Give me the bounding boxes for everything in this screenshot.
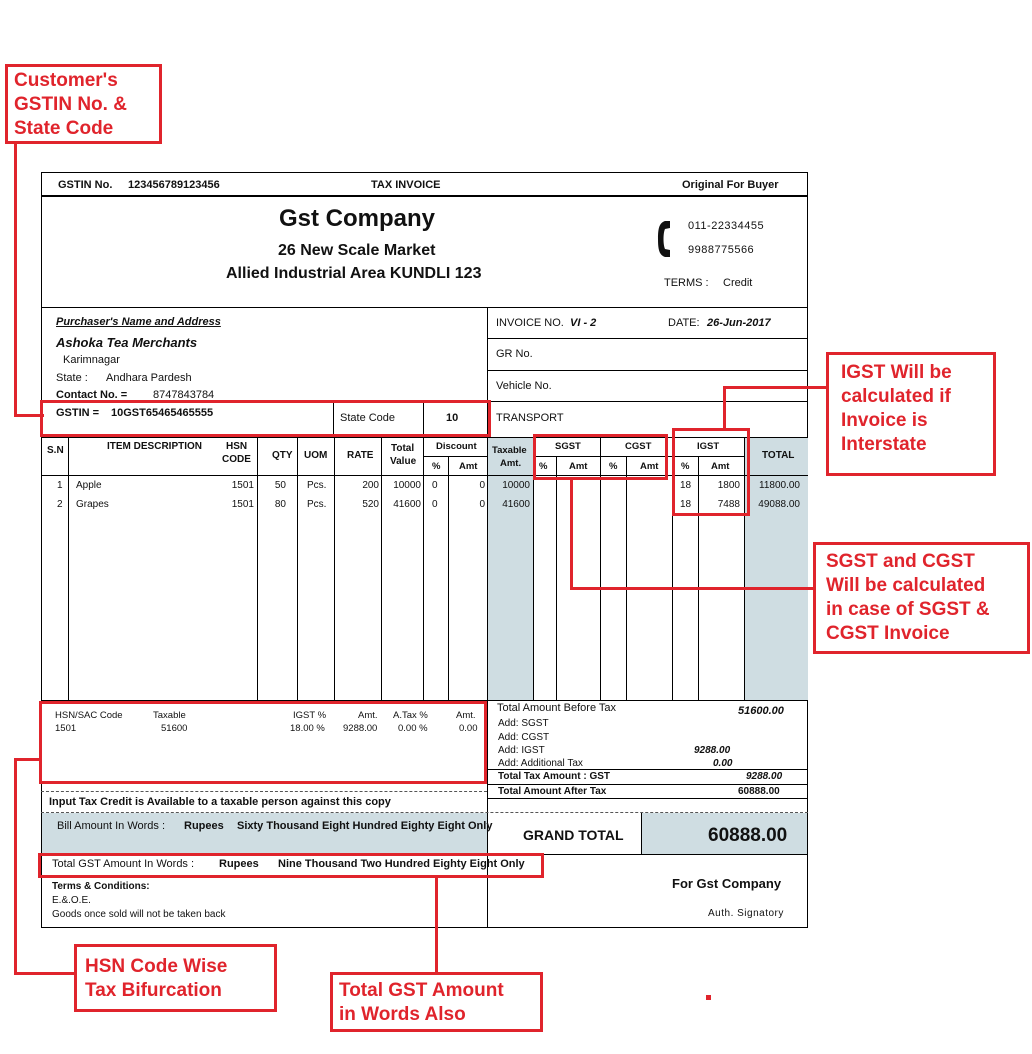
add-cgst: Add: CGST <box>498 732 550 743</box>
vehicle-no-label: Vehicle No. <box>496 380 552 392</box>
invoice-no-label: INVOICE NO. <box>496 317 564 329</box>
highlight-hsn <box>39 701 487 784</box>
col-item-description: ITEM DESCRIPTION <box>107 441 203 452</box>
callout-text: IGST Will be <box>841 362 952 383</box>
col-value: Value <box>390 456 417 467</box>
col-taxable: Taxable <box>492 445 527 456</box>
terms-value: Credit <box>723 277 753 289</box>
leader-line <box>14 758 17 975</box>
gst-words-value: Nine Thousand Two Hundred Eighty Eight Only <box>278 858 525 870</box>
buyer-gstin-label: GSTIN = <box>56 407 100 419</box>
callout-hsn <box>74 944 277 1012</box>
row-value: 41600 <box>393 499 421 510</box>
row-rate: 200 <box>362 480 379 491</box>
bill-words-rupees: Rupees <box>184 820 224 832</box>
hsn-amt: 9288.00 <box>343 723 378 734</box>
highlight-buyer-gstin <box>40 400 491 437</box>
before-tax-value: 51600.00 <box>738 705 784 717</box>
col-uom: UOM <box>304 450 328 461</box>
row-taxable: 41600 <box>502 499 530 510</box>
total-tax-label: Total Tax Amount : GST <box>498 771 611 782</box>
hsn-header-taxable: Taxable <box>153 710 186 721</box>
date-value: 26-Jun-2017 <box>707 317 771 329</box>
contact-value: 8747843784 <box>153 389 215 401</box>
state-code-value: 10 <box>446 412 459 424</box>
row-uom: Pcs. <box>307 480 327 491</box>
col-hsn: HSN <box>226 441 248 452</box>
row-igst-pct: 18 <box>680 480 692 491</box>
signatory: Auth. Signatory <box>708 908 784 919</box>
itc-note: Input Tax Credit is Available to a taxable person against this copy <box>49 796 391 808</box>
terms-title: Terms & Conditions: <box>52 881 150 892</box>
gst-words-label: Total GST Amount In Words : <box>52 858 195 870</box>
callout-text: HSN Code Wise <box>85 956 228 977</box>
callout-sgst-cgst <box>813 542 1030 654</box>
callout-text: GSTIN No. & <box>14 94 127 115</box>
leader-line <box>14 144 17 416</box>
transport-label: TRANSPORT <box>496 412 564 424</box>
callout-text: in case of SGST & <box>826 599 990 620</box>
col-sgst: SGST <box>555 441 581 452</box>
company-name: Gst Company <box>279 205 436 232</box>
col-sgst-amt: Amt <box>569 461 588 472</box>
row-sn: 2 <box>57 499 63 510</box>
additional-value: 0.00 <box>713 758 733 769</box>
row-igst-amt: 7488 <box>717 499 740 510</box>
col-disc-amt: Amt <box>459 461 478 472</box>
add-igst: Add: IGST <box>498 745 545 756</box>
row-total: 11800.00 <box>759 480 800 491</box>
after-tax-label: Total Amount After Tax <box>498 786 607 797</box>
leader-line <box>570 587 816 590</box>
gstin-value: 123456789123456 <box>128 179 220 191</box>
row-description: Grapes <box>76 499 109 510</box>
col-disc-pct: % <box>432 461 441 472</box>
grand-total-label: GRAND TOTAL <box>523 827 624 843</box>
add-additional: Add: Additional Tax <box>498 758 583 769</box>
company-address-2: Allied Industrial Area KUNDLI 123 <box>226 265 482 282</box>
gr-no-label: GR No. <box>496 348 533 360</box>
col-cgst: CGST <box>625 441 652 452</box>
purchaser-state-label: State : <box>56 372 88 384</box>
divider <box>41 307 808 308</box>
divider <box>487 338 808 339</box>
callout-text: State Code <box>14 118 114 139</box>
bill-words-label: Bill Amount In Words : <box>57 820 166 832</box>
hsn-header-atax: A.Tax % <box>393 710 428 721</box>
company-address-1: 26 New Scale Market <box>278 242 436 259</box>
terms-line-2: Goods once sold will not be taken back <box>52 909 226 920</box>
callout-text: Invoice is <box>841 410 928 431</box>
hsn-amt-2: 0.00 <box>459 723 478 734</box>
callout-text: Tax Bifurcation <box>85 980 222 1001</box>
purchaser-city: Karimnagar <box>63 354 120 366</box>
leader-line <box>723 386 828 389</box>
col-sn: S.N <box>47 445 64 456</box>
col-cgst-pct: % <box>609 461 618 472</box>
hsn-header-amt-2: Amt. <box>456 710 476 721</box>
col-code: CODE <box>222 454 251 465</box>
purchaser-title: Purchaser's Name and Address <box>56 316 221 328</box>
shade-total <box>744 437 808 700</box>
date-label: DATE: <box>668 317 700 329</box>
col-grand-total: TOTAL <box>762 450 795 461</box>
invoice-no-value: VI - 2 <box>570 317 597 329</box>
for-company: For Gst Company <box>672 876 782 891</box>
col-cgst-amt: Amt <box>640 461 659 472</box>
callout-customer-gstin <box>5 64 162 144</box>
col-igst-amt: Amt <box>711 461 730 472</box>
row-uom: Pcs. <box>307 499 327 510</box>
terms-label: TERMS : <box>664 277 709 289</box>
row-igst-pct: 18 <box>680 499 692 510</box>
divider <box>41 791 487 792</box>
row-taxable: 10000 <box>502 480 530 491</box>
hsn-header-code: HSN/SAC Code <box>55 710 123 721</box>
purchaser-name: Ashoka Tea Merchants <box>56 335 198 350</box>
col-qty: QTY <box>272 450 293 461</box>
bill-words-value: Sixty Thousand Eight Hundred Eighty Eight Only <box>237 820 493 832</box>
col-sgst-pct: % <box>539 461 548 472</box>
callout-text: SGST and CGST <box>826 551 975 572</box>
callout-text: calculated if <box>841 386 951 407</box>
row-igst-amt: 1800 <box>717 480 740 491</box>
grand-total-value: 60888.00 <box>708 825 788 846</box>
add-sgst: Add: SGST <box>498 718 549 729</box>
phone-2: 9988775566 <box>688 244 755 256</box>
hsn-atax: 0.00 % <box>398 723 428 734</box>
row-disc-pct: 0 <box>432 480 438 491</box>
divider <box>41 195 808 197</box>
divider <box>423 456 488 457</box>
row-disc-pct: 0 <box>432 499 438 510</box>
row-hsn: 1501 <box>231 480 254 491</box>
gst-words-rupees: Rupees <box>219 858 259 870</box>
row-qty: 80 <box>274 499 286 510</box>
hsn-header-amt: Amt. <box>358 710 378 721</box>
callout-igst <box>826 352 996 476</box>
shade-taxable <box>488 437 533 700</box>
row-sn: 1 <box>57 480 63 491</box>
leader-line <box>435 877 438 974</box>
contact-label: Contact No. = <box>56 389 128 401</box>
leader-line <box>723 387 726 429</box>
row-total: 49088.00 <box>758 499 800 510</box>
col-total: Total <box>391 443 415 454</box>
purchaser-state: Andhara Pardesh <box>106 372 192 384</box>
hsn-igst-pct: 18.00 % <box>290 723 325 734</box>
callout-text: Will be calculated <box>826 575 986 596</box>
buyer-gstin-value: 10GST65465465555 <box>111 407 214 419</box>
row-disc-amt: 0 <box>479 480 485 491</box>
highlight-sgst-cgst <box>533 434 668 480</box>
state-code-label: State Code <box>340 412 396 424</box>
phone-icon <box>656 219 674 259</box>
leader-line <box>14 972 76 975</box>
red-dot <box>706 995 711 1000</box>
total-tax-value: 9288.00 <box>746 771 783 782</box>
row-value: 10000 <box>393 480 421 491</box>
col-igst: IGST <box>697 441 720 452</box>
callout-text: in Words Also <box>339 1004 466 1025</box>
divider <box>487 370 808 371</box>
row-description: Apple <box>76 480 102 491</box>
highlight-gst-words <box>38 853 544 878</box>
row-qty: 50 <box>274 480 286 491</box>
col-igst-pct: % <box>681 461 690 472</box>
leader-line <box>570 479 573 590</box>
hsn-header-igst-pct: IGST % <box>293 710 327 721</box>
after-tax-value: 60888.00 <box>738 786 780 797</box>
callout-text: CGST Invoice <box>826 623 950 644</box>
igst-total-value: 9288.00 <box>694 745 731 756</box>
row-hsn: 1501 <box>231 499 254 510</box>
copy-label: Original For Buyer <box>682 179 779 191</box>
col-discount: Discount <box>436 441 477 452</box>
gstin-label: GSTIN No. <box>58 179 113 191</box>
before-tax-label: Total Amount Before Tax <box>497 702 617 714</box>
leader-line <box>14 758 42 761</box>
hsn-taxable: 51600 <box>161 723 188 734</box>
highlight-igst <box>672 428 750 516</box>
col-rate: RATE <box>347 450 374 461</box>
terms-line-1: E.&.O.E. <box>52 895 91 906</box>
doc-type: TAX INVOICE <box>371 179 441 191</box>
callout-gst-words <box>330 972 543 1032</box>
hsn-code: 1501 <box>55 723 77 734</box>
col-taxable-amt: Amt. <box>500 458 522 469</box>
phone-1: 011-22334455 <box>688 220 765 232</box>
callout-text: Customer's <box>14 70 118 91</box>
callout-text: Total GST Amount <box>339 980 504 1001</box>
callout-text: Interstate <box>841 434 927 455</box>
row-rate: 520 <box>362 499 379 510</box>
row-disc-amt: 0 <box>479 499 485 510</box>
